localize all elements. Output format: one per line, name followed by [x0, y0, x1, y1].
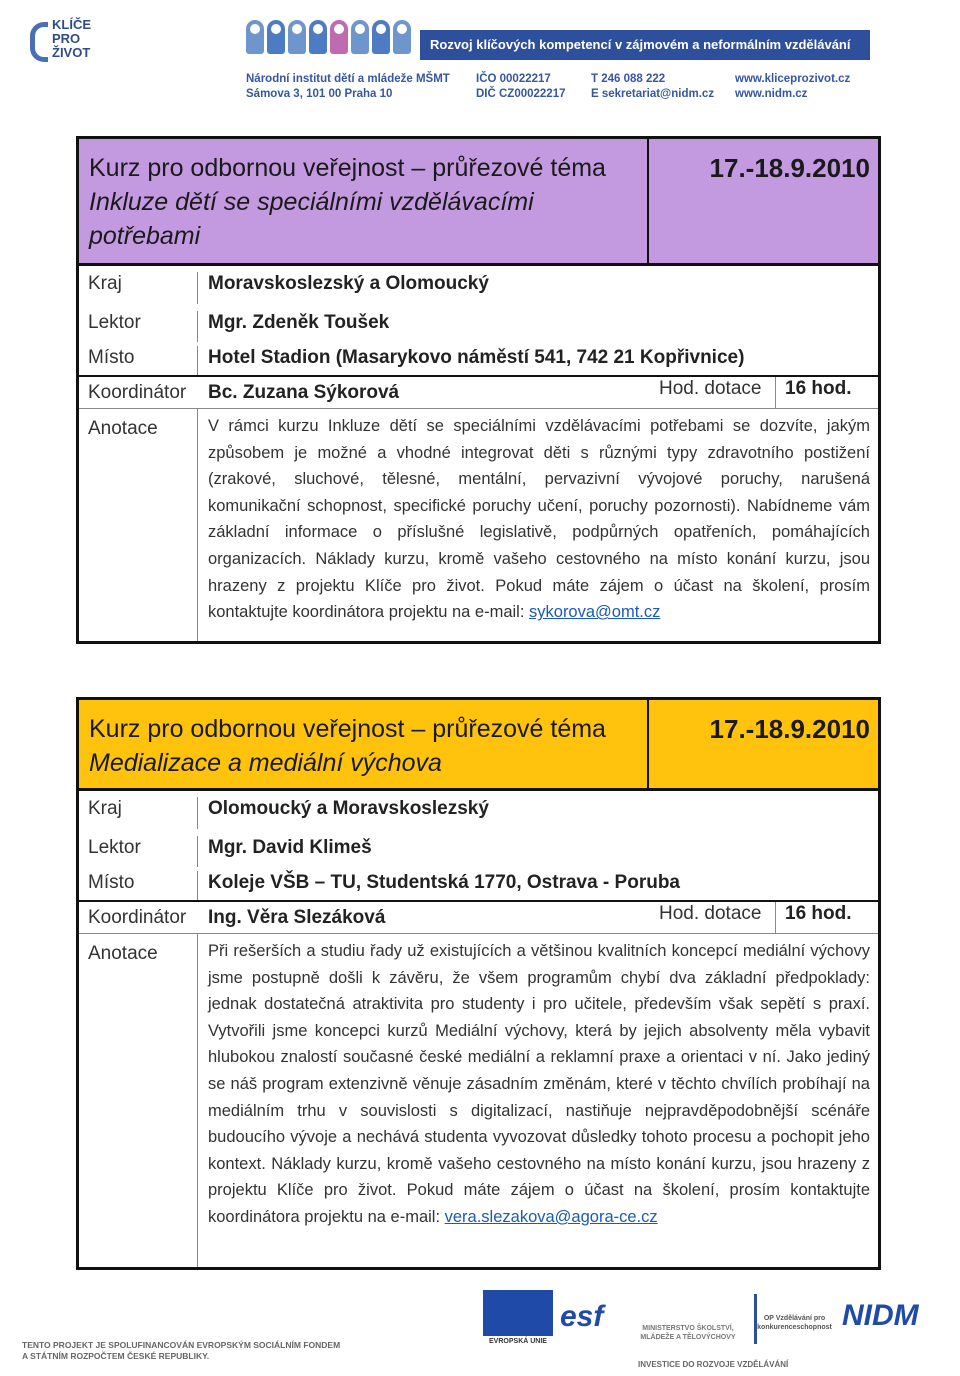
esf-logo: esf [560, 1300, 604, 1333]
lektor-value: Mgr. David Klimeš [208, 837, 372, 858]
ico: IČO 00022217 [476, 73, 551, 85]
lektor-label: Lektor [79, 836, 198, 867]
figures-logo-icon [246, 20, 411, 60]
opvk-logo: OP Vzdělávání pro konkurenceschopnost [754, 1294, 832, 1344]
web-link[interactable]: www.kliceprozivot.cz [735, 73, 851, 85]
web-link[interactable]: www.nidm.cz [735, 88, 808, 100]
anotace-text [198, 409, 878, 641]
figure-icon [372, 20, 390, 54]
lektor-row [79, 829, 878, 867]
anotace-row [79, 408, 878, 641]
course-topic: Inkluze dětí se speciálními vzdělávacími potřebami [89, 188, 534, 250]
misto-row [79, 867, 878, 902]
koordinator-label: Koordinátor [88, 382, 187, 403]
figure-icon [267, 20, 285, 54]
funding-note: TENTO PROJEKT JE SPOLUFINANCOVÁN EVROPSKÝM SOCIÁLNÍM FONDEM A STÁTNÍM ROZPOČTEM ČESKÉ REPUBLIKY. [22, 1340, 341, 1361]
lektor-value: Mgr. Zdeněk Toušek [208, 312, 390, 333]
anotace-label: Anotace [79, 934, 198, 1267]
koordinator-value: Ing. Věra Slezáková [208, 907, 386, 928]
course-date: 17.-18.9.2010 [709, 153, 870, 183]
phone: T 246 088 222 [591, 73, 666, 85]
nidm-logo: NIDM [842, 1299, 919, 1332]
anotace-body: Při rešerších a studiu řady už existujících a většinou kvalitních koncepcí mediální výchovy jsme postupně došli k závěru, že všem programům chybí dva základní předpoklady: jednak dostatečná atraktivita pro studenty i pro učitele, především však sepětí s praxí. Vytvořili jsme koncepci kurzů Mediální výchovy, která by jejich absolventy měla vybavit hlubokou znalostí současné české mediální a reklamní praxe a orientaci v ní. Jako jediný se náš program extenzivně věnuje zásadním změnám, které v těchto chvílích probíhají na mediálním trhu v souvislosti s digitalizací, nastiňuje nejpravděpodobnější scénáře budoucího vývoje a nechává studenta vyvozovat důsledky tohoto procesu a pochopit jeho kontext. Náklady kurzu, kromě vašeho cestovného na místo konání kurzu, jsou hrazeny z projektu Klíče pro život. Pokud máte zájem o účast na školení, prosím kontaktujte koordinátora projektu na e-mail: [208, 942, 870, 1226]
anotace-row [79, 933, 878, 1267]
kraj-value: Moravskoslezský a Olomoucký [208, 273, 489, 294]
hod-dotace-value: 16 hod. [785, 378, 852, 399]
eu-label: EVROPSKÁ UNIE [489, 1338, 547, 1345]
koordinator-value: Bc. Zuzana Sýkorová [208, 382, 400, 403]
misto-label: Místo [79, 871, 198, 900]
kraj-row [79, 266, 878, 304]
coordinator-email-link[interactable]: vera.slezakova@agora-ce.cz [444, 1207, 658, 1226]
figure-icon [330, 20, 348, 54]
lektor-label: Lektor [79, 311, 198, 342]
anotace-body: V rámci kurzu Inkluze dětí se speciálními vzdělávacími potřebami se dozvíte, jakým způsobem je možné a vhodné integrovat děti s různými typy zdravotního postižení (zrakové, sluchové, tělesné, mentální, pervazivní vývojové poruchy, narušená komunikační schopnost, specifické poruchy učení, poruchy pozornosti). Nabídneme vám základní informace o příslušné legislativě, podpůrných opatřeních, pomáhajících organizacích. Náklady kurzu, kromě vašeho cestovného na místo konání kurzu, jsou hrazeny z projektu Klíče pro život. Pokud máte zájem o účast na školení, prosím kontaktujte koordinátora projektu na e-mail: [208, 417, 870, 622]
lektor-row [79, 304, 878, 342]
eu-flag-icon [483, 1290, 553, 1336]
kraj-value: Olomoucký a Moravskoslezský [208, 798, 489, 819]
kraj-row [79, 791, 878, 829]
investice-tagline: INVESTICE DO ROZVOJE VZDĚLÁVÁNÍ [638, 1360, 789, 1369]
org-name: Národní institut dětí a mládeže MŠMT [246, 73, 450, 85]
course-card [76, 697, 881, 1270]
misto-value: Koleje VŠB – TU, Studentská 1770, Ostrava - Poruba [208, 872, 680, 893]
divider [775, 902, 776, 933]
anotace-label: Anotace [79, 409, 198, 641]
email-header: E sekretariat@nidm.cz [591, 88, 715, 100]
misto-value: Hotel Stadion (Masarykovo náměstí 541, 742 21 Kopřivnice) [208, 347, 745, 368]
course-title [79, 700, 649, 788]
koordinator-row [79, 377, 878, 408]
figure-icon [351, 20, 369, 54]
klice-pro-zivot-logo [30, 18, 100, 66]
figure-icon [309, 20, 327, 54]
kraj-label: Kraj [79, 272, 198, 304]
course-date: 17.-18.9.2010 [709, 714, 870, 744]
course-title-row [79, 139, 878, 266]
misto-label: Místo [79, 346, 198, 375]
org-address: Sámova 3, 101 00 Praha 10 [246, 88, 393, 100]
key-logo-icon [30, 22, 48, 62]
hod-dotace-value: 16 hod. [785, 903, 852, 924]
project-banner: Rozvoj klíčových kompetencí v zájmovém a neformálním vzdělávání [420, 30, 870, 60]
course-title-line: Kurz pro odbornou veřejnost – průřezové téma [89, 715, 606, 743]
hod-dotace-label: Hod. dotace [659, 378, 762, 399]
dic: DIČ CZ00022217 [476, 88, 566, 100]
figure-icon [246, 20, 264, 54]
koordinator-label: Koordinátor [88, 907, 187, 928]
coordinator-email-link[interactable]: sykorova@omt.cz [529, 603, 661, 622]
divider [775, 377, 776, 408]
course-card [76, 136, 881, 644]
msmt-logo: MINISTERSTVO ŠKOLSTVÍ, MLÁDEŽE A TĚLOVÝCHOVY [640, 1325, 736, 1341]
hod-dotace-label: Hod. dotace [659, 903, 762, 924]
course-title [79, 139, 649, 263]
course-topic: Medializace a mediální výchova [89, 749, 442, 777]
misto-row [79, 342, 878, 377]
page-header [0, 0, 960, 110]
course-title-line: Kurz pro odbornou veřejnost – průřezové téma [89, 154, 606, 182]
course-title-row [79, 700, 878, 791]
figure-icon [288, 20, 306, 54]
koordinator-row [79, 902, 878, 933]
page-footer [0, 1280, 960, 1376]
figure-icon [393, 20, 411, 54]
kraj-label: Kraj [79, 797, 198, 829]
anotace-text [198, 934, 878, 1267]
logo-text: KLÍČE PRO ŽIVOT [52, 17, 91, 60]
